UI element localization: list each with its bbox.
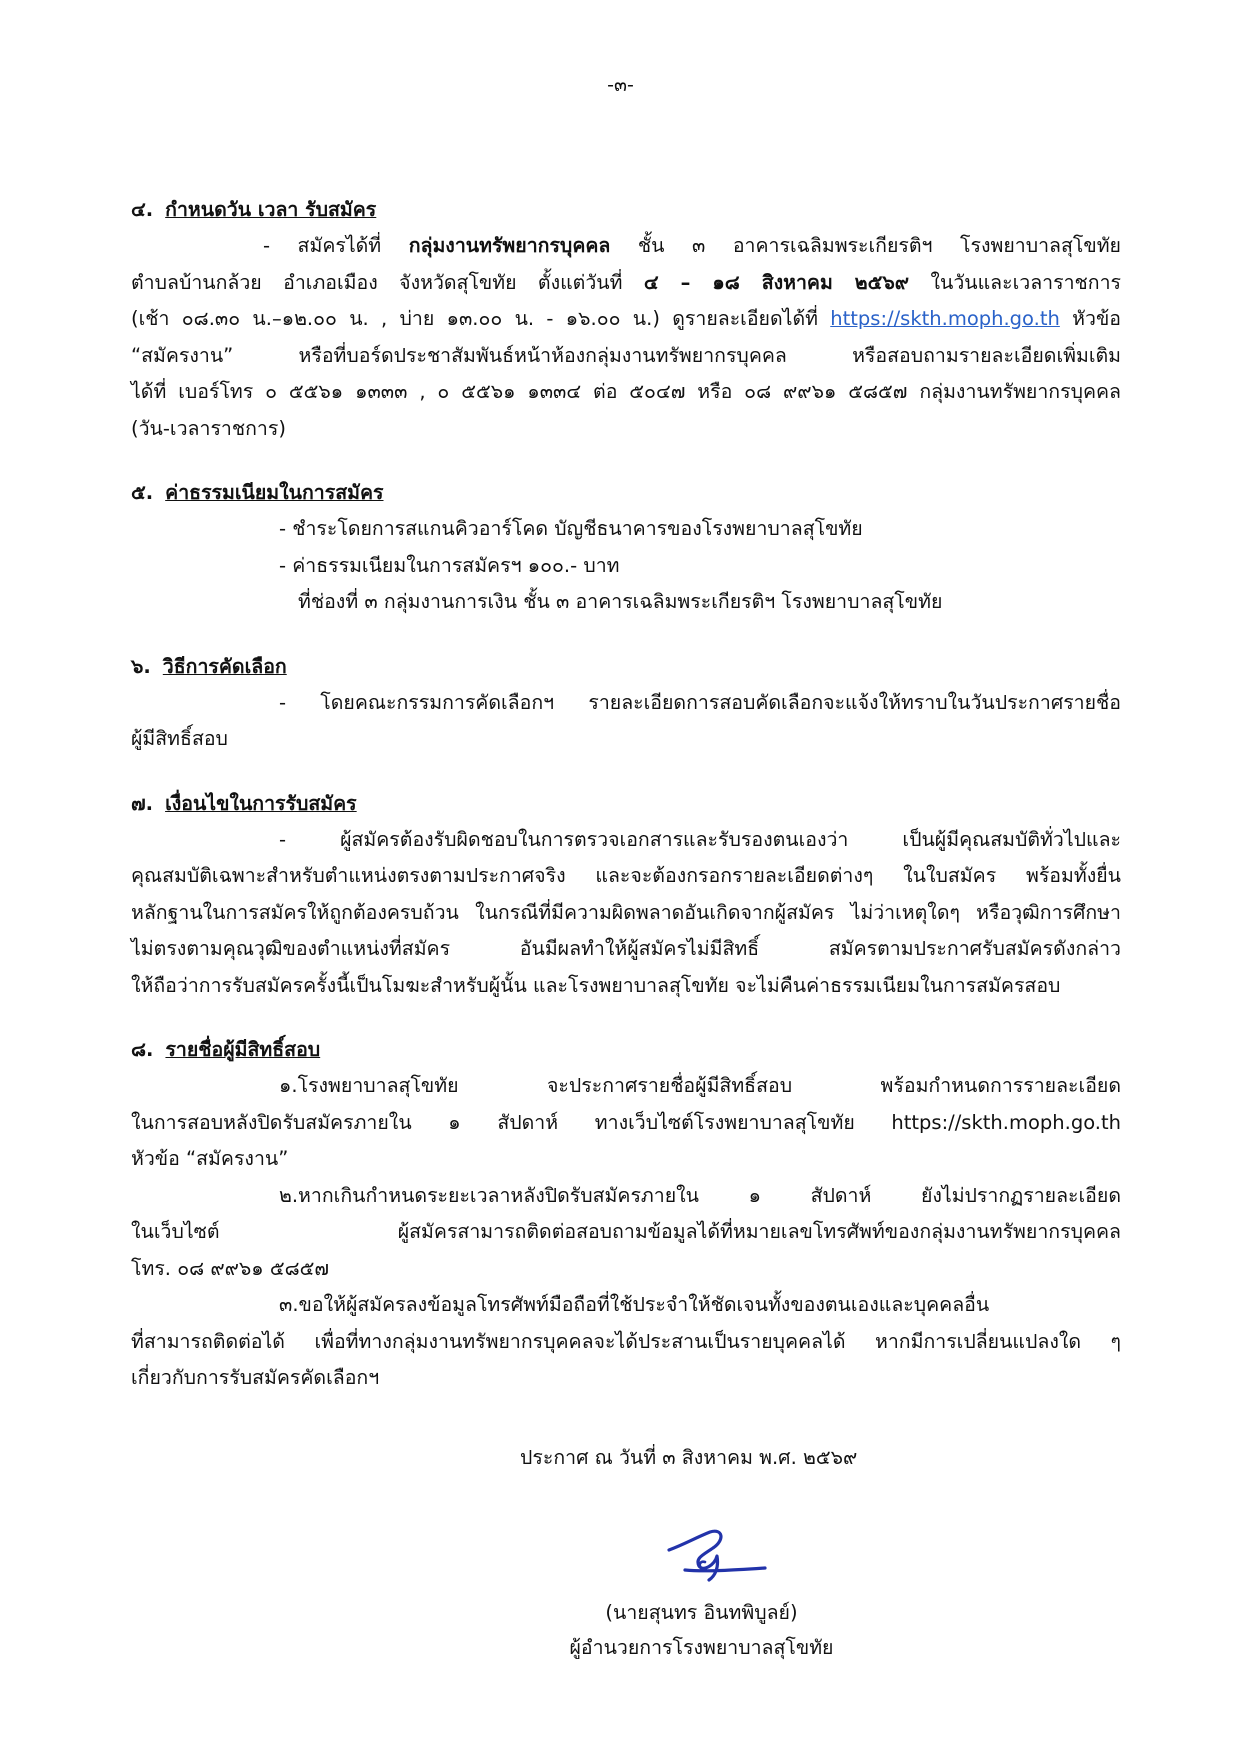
text-line: (วัน-เวลาราชการ)	[131, 416, 286, 440]
bullet-continuation: ที่ช่องที่ ๓ กลุ่มงานการเงิน ชั้น ๓ อาคารเฉลิมพระเกียรติฯ โรงพยาบาลสุโขทัย	[298, 590, 943, 613]
section-7-body	[131, 822, 1121, 1005]
signature-image	[655, 1510, 775, 1590]
document-body	[131, 192, 1121, 1397]
section-5	[131, 475, 1121, 621]
section-8-item-3	[131, 1287, 1121, 1397]
text-line: โทร. ๐๘ ๙๙๖๑ ๕๘๕๗	[131, 1256, 330, 1280]
section-4-body	[131, 228, 1121, 447]
text-span: (เช้า ๐๘.๓๐ น.–๑๒.๐๐ น. , บ่าย ๑๓.๐๐ น. - ๑๖.๐๐ น.) ดูรายละเอียดได้ที่	[131, 307, 831, 330]
text-span: - สมัครได้ที่	[263, 234, 409, 257]
text-line: ไม่ตรงตามคุณวุฒิของตำแหน่งที่สมัคร อันมีผลทำให้ผู้สมัครไม่มีสิทธิ์ สมัครตามประกาศรับสมัครดังกล่าว	[131, 937, 1121, 960]
text-line	[131, 265, 1121, 302]
text-line	[131, 228, 1121, 265]
section-7	[131, 786, 1121, 1005]
text-line: หลักฐานในการสมัครให้ถูกต้องครบถ้วน ในกรณีที่มีความผิดพลาดอันเกิดจากผู้สมัคร ไม่ว่าเหตุใดๆ หรือวุฒิการศึกษา	[131, 900, 1121, 924]
section-number: ๖.	[131, 654, 151, 678]
announcement-date: ประกาศ ณ วันที่ ๓ สิงหาคม พ.ศ. ๒๕๖๙	[520, 1446, 858, 1469]
text-line: - โดยคณะกรรมการคัดเลือกฯ รายละเอียดการสอบคัดเลือกจะแจ้งให้ทราบในวันประกาศรายชื่อ	[279, 690, 1121, 714]
section-heading	[131, 1032, 1121, 1068]
text-line: หัวข้อ “สมัครงาน”	[131, 1147, 289, 1170]
section-title: รายชื่อผู้มีสิทธิ์สอบ	[165, 1038, 321, 1061]
text-line: ผู้มีสิทธิ์สอบ	[131, 727, 228, 750]
text-span: ชั้น ๓ อาคารเฉลิมพระเกียรติฯ โรงพยาบาลสุโขทัย	[610, 234, 1121, 257]
text-span: ตำบลบ้านกล้วย อำเภอเมือง จังหวัดสุโขทัย ตั้งแต่วันที่	[131, 270, 644, 294]
section-heading	[131, 475, 1121, 511]
section-heading	[131, 786, 1121, 822]
text-line: ๒.หากเกินกำหนดระยะเวลาหลังปิดรับสมัครภายใน ๑ สัปดาห์ ยังไม่ปรากฏรายละเอียด	[279, 1183, 1121, 1207]
bullet-item: - ค่าธรรมเนียมในการสมัครฯ ๑๐๐.- บาท	[279, 553, 620, 577]
section-number: ๕.	[131, 481, 154, 504]
text-line: ที่สามารถติดต่อได้ เพื่อที่ทางกลุ่มงานทรัพยากรบุคคลจะได้ประสานเป็นรายบุคคลได้ หากมีการเปลี่ยนแปลงใด ๆ	[131, 1329, 1121, 1353]
text-span: หัวข้อ	[1059, 307, 1121, 330]
section-number: ๔.	[131, 198, 154, 221]
section-number: ๗.	[131, 791, 154, 815]
text-line: “สมัครงาน” หรือที่บอร์ดประชาสัมพันธ์หน้าห้องกลุ่มงานทรัพยากรบุคคล หรือสอบถามรายละเอียดเพิ่มเติม	[131, 343, 1121, 367]
section-title: ค่าธรรมเนียมในการสมัคร	[165, 481, 384, 504]
text-line: ๓.ขอให้ผู้สมัครลงข้อมูลโทรศัพท์มือถือที่ใช้ประจำให้ชัดเจนทั้งของตนเองและบุคคลอื่น	[279, 1293, 990, 1316]
section-number: ๘.	[131, 1038, 154, 1061]
text-line: คุณสมบัติเฉพาะสำหรับตำแหน่งตรงตามประกาศจริง และจะต้องกรอกรายละเอียดต่างๆ ในใบสมัคร พร้อมทั้งยื่น	[131, 864, 1121, 887]
bold-text: ๔ – ๑๘ สิงหาคม ๒๕๖๙	[643, 270, 910, 294]
section-6-body	[131, 685, 1121, 758]
signer-name: (นายสุนทร อินทพิบูลย์)	[605, 1601, 798, 1624]
text-line: ได้ที่ เบอร์โทร ๐ ๕๕๖๑ ๑๓๓๓ , ๐ ๕๕๖๑ ๑๓๓๔ ต่อ ๕๐๔๗ หรือ ๐๘ ๙๙๖๑ ๕๘๕๗ กลุ่มงานทรัพยากรบุคคล	[131, 380, 1121, 403]
section-title: วิธีการคัดเลือก	[162, 654, 287, 678]
signer-title: ผู้อำนวยการโรงพยาบาลสุโขทัย	[569, 1636, 834, 1659]
section-heading	[131, 649, 1121, 685]
bold-text: กลุ่มงานทรัพยากรบุคคล	[408, 234, 611, 257]
section-6	[131, 649, 1121, 758]
page-number: -๓-	[607, 74, 634, 96]
text-line	[131, 301, 1121, 338]
section-8-item-1	[131, 1068, 1121, 1178]
section-title: กำหนดวัน เวลา รับสมัคร	[165, 198, 377, 221]
text-line: ๑.โรงพยาบาลสุโขทัย จะประกาศรายชื่อผู้มีสิทธิ์สอบ พร้อมกำหนดการรายละเอียด	[279, 1074, 1121, 1097]
section-8-item-2	[131, 1178, 1121, 1288]
website-link[interactable]: https://skth.moph.go.th	[830, 307, 1060, 330]
text-span: ในวันและเวลาราชการ	[909, 270, 1122, 294]
text-line: ในการสอบหลังปิดรับสมัครภายใน ๑ สัปดาห์ ทางเว็บไซต์โรงพยาบาลสุโขทัย https://skth.moph.go.th	[131, 1110, 1121, 1134]
section-heading	[131, 192, 1121, 228]
bullet-item: - ชำระโดยการสแกนคิวอาร์โคด บัญชีธนาคารของโรงพยาบาลสุโขทัย	[279, 517, 863, 540]
text-line: ให้ถือว่าการรับสมัครครั้งนี้เป็นโมฆะสำหรับผู้นั้น และโรงพยาบาลสุโขทัย จะไม่คืนค่าธรรมเนียมในการสมัครสอบ	[131, 973, 1061, 997]
text-line: - ผู้สมัครต้องรับผิดชอบในการตรวจเอกสารและรับรองตนเองว่า เป็นผู้มีคุณสมบัติทั่วไปและ	[279, 827, 1121, 851]
section-8	[131, 1032, 1121, 1397]
text-line: เกี่ยวกับการรับสมัครคัดเลือกฯ	[131, 1366, 380, 1389]
text-line: ในเว็บไซต์ ผู้สมัครสามารถติดต่อสอบถามข้อมูลได้ที่หมายเลขโทรศัพท์ของกลุ่มงานทรัพยากรบุคคล	[131, 1220, 1121, 1243]
section-title: เงื่อนไขในการรับสมัคร	[165, 791, 357, 815]
section-4	[131, 192, 1121, 447]
